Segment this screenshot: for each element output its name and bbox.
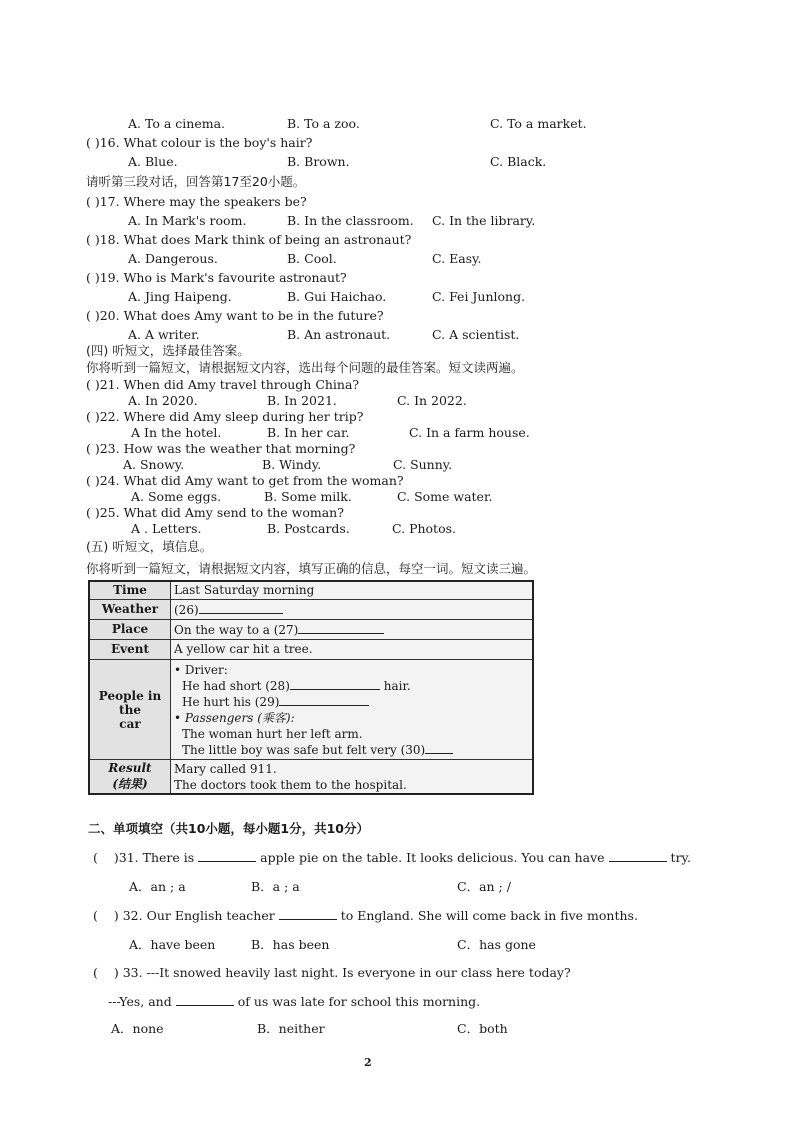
blank-26[interactable]: [199, 602, 283, 614]
table-row-event: [89, 639, 533, 659]
q20-option-a: A. A writer.: [128, 327, 200, 342]
q20-option-b: B. An astronaut.: [287, 327, 391, 342]
table-row-result: [89, 760, 533, 794]
q23-option-b: B. Windy.: [262, 457, 322, 472]
q32-option-b: B．has been: [251, 937, 330, 952]
table-row-time: [89, 581, 533, 599]
q32-option-c: C．has gone: [457, 937, 536, 952]
section5-title: (五) 听短文，填信息。: [86, 539, 213, 554]
part3-instruction: 请听第三段对话，回答第17至20小题。: [86, 174, 306, 189]
page-number: 2: [364, 1056, 372, 1069]
q21-option-a: A. In 2020.: [128, 393, 198, 408]
passenger-line2: The little boy was safe but felt very (30): [182, 742, 426, 757]
q15-option-b: B. To a zoo.: [287, 116, 360, 131]
q33-text-b: ---Yes, and: [108, 994, 172, 1009]
people-label-cell: [89, 659, 171, 759]
driver-line2-row: [174, 694, 529, 710]
result-label-cell: [89, 760, 171, 794]
people-cell: [171, 659, 534, 759]
q25-option-c: C. Photos.: [392, 521, 456, 536]
result-line1: Mary called 911.: [174, 761, 277, 776]
result-line2: The doctors took them to the hospital.: [174, 777, 407, 792]
q24-option-b: B. Some milk.: [264, 489, 352, 504]
q33-blank[interactable]: [176, 994, 234, 1006]
q22-option-a: A In the hotel.: [131, 425, 222, 440]
people-label-line2: car: [119, 716, 141, 731]
blank-28[interactable]: [290, 678, 380, 690]
q32-text-a: ) 32. Our English teacher: [113, 908, 275, 923]
q21-stem: ( )21. When did Amy travel through China?: [86, 377, 360, 392]
q32-option-a: A．have been: [129, 937, 216, 952]
driver-line1-a: He had short (28): [182, 678, 290, 693]
q31-text-c: try.: [670, 850, 691, 865]
blank-27[interactable]: [298, 622, 384, 634]
weather-value: (26): [174, 602, 199, 617]
q32-text-b: to England. She will come back in five months.: [340, 908, 638, 923]
time-label: Time: [89, 581, 171, 599]
q16-stem: ( )16. What colour is the boy's hair?: [86, 135, 313, 150]
q32-blank[interactable]: [279, 908, 337, 920]
driver-line2: He hurt his (29): [182, 694, 280, 709]
place-label: Place: [89, 619, 171, 639]
q25-option-a: A . Letters.: [131, 521, 202, 536]
blank-29[interactable]: [279, 694, 369, 706]
q31-option-c: C．an ; /: [457, 879, 511, 894]
weather-cell: [171, 599, 534, 619]
q24-stem: ( )24. What did Amy want to get from the woman?: [86, 473, 404, 488]
event-label: Event: [89, 639, 171, 659]
q21-option-c: C. In 2022.: [397, 393, 467, 408]
q22-option-c: C. In a farm house.: [409, 425, 530, 440]
q17-option-a: A. In Mark's room.: [128, 213, 247, 228]
q23-stem: ( )23. How was the weather that morning?: [86, 441, 356, 456]
q33-text-a: ) 33. ---It snowed heavily last night. Is everyone in our class here today?: [113, 965, 571, 980]
q33-stem: [93, 964, 571, 982]
q20-option-c: C. A scientist.: [432, 327, 520, 342]
section4-instruction: 你将听到一篇短文，请根据短文内容，选出每个问题的最佳答案。短文读两遍。: [86, 360, 524, 375]
q18-stem: ( )18. What does Mark think of being an astronaut?: [86, 232, 412, 247]
q18-option-c: C. Easy.: [432, 251, 482, 266]
passenger-line2-row: [174, 742, 529, 758]
result-cell: [171, 760, 534, 794]
q32-paren: (: [93, 908, 98, 923]
q23-option-c: C. Sunny.: [393, 457, 453, 472]
q31-option-b: B．a ; a: [251, 879, 300, 894]
q31-blank-2[interactable]: [609, 850, 667, 862]
q33-paren: (: [93, 965, 98, 980]
q19-option-a: A. Jing Haipeng.: [128, 289, 232, 304]
q31-text-a: )31. There is: [113, 850, 195, 865]
q22-stem: ( )22. Where did Amy sleep during her trip?: [86, 409, 364, 424]
q19-option-c: C. Fei Junlong.: [432, 289, 526, 304]
info-table: [88, 580, 534, 795]
q33-text-c: of us was late for school this morning.: [237, 994, 481, 1009]
table-row-place: [89, 619, 533, 639]
q18-option-b: B. Cool.: [287, 251, 337, 266]
q31-option-a: A．an ; a: [129, 879, 186, 894]
q22-option-b: B. In her car.: [267, 425, 350, 440]
q25-stem: ( )25. What did Amy send to the woman?: [86, 505, 344, 520]
passengers-heading: • Passengers (乘客):: [174, 710, 295, 725]
table-row-weather: [89, 599, 533, 619]
q15-option-c: C. To a market.: [490, 116, 587, 131]
q17-option-b: B. In the classroom.: [287, 213, 414, 228]
driver-heading: • Driver:: [174, 662, 228, 677]
place-value: On the way to a (27): [174, 622, 299, 637]
q17-option-c: C. In the library.: [432, 213, 536, 228]
weather-label: Weather: [89, 599, 171, 619]
q31-blank-1[interactable]: [198, 850, 256, 862]
result-label-line1: Result: [108, 761, 152, 776]
people-label-line1: People in the: [98, 688, 162, 717]
q16-option-b: B. Brown.: [287, 154, 350, 169]
driver-line1-b: hair.: [383, 678, 411, 693]
q18-option-a: A. Dangerous.: [128, 251, 218, 266]
q19-option-b: B. Gui Haichao.: [287, 289, 387, 304]
table-row-people: [89, 659, 533, 759]
time-value: Last Saturday morning: [171, 581, 534, 599]
passenger-line1: The woman hurt her left arm.: [182, 726, 363, 741]
q31-stem: [93, 849, 691, 867]
q33-option-a: A．none: [111, 1021, 164, 1036]
place-cell: [171, 619, 534, 639]
event-value: A yellow car hit a tree.: [171, 639, 534, 659]
q19-stem: ( )19. Who is Mark's favourite astronaut?: [86, 270, 347, 285]
q31-paren: (: [93, 850, 98, 865]
section2-title: 二、单项填空（共10小题，每小题1分，共10分）: [88, 821, 369, 836]
q33-option-c: C．both: [457, 1021, 508, 1036]
q15-option-a: A. To a cinema.: [128, 116, 225, 131]
section5-instruction: 你将听到一篇短文，请根据短文内容，填写正确的信息，每空一词。短文读三遍。: [86, 561, 537, 576]
q24-option-c: C. Some water.: [397, 489, 493, 504]
q21-option-b: B. In 2021.: [267, 393, 337, 408]
q33-option-b: B．neither: [257, 1021, 325, 1036]
driver-line1: [174, 678, 529, 694]
q24-option-a: A. Some eggs.: [131, 489, 222, 504]
q33-line2: [108, 993, 480, 1011]
q25-option-b: B. Postcards.: [267, 521, 350, 536]
q16-option-c: C. Black.: [490, 154, 547, 169]
result-label-line2: (结果): [112, 777, 148, 792]
q17-stem: ( )17. Where may the speakers be?: [86, 194, 307, 209]
q32-stem: [93, 907, 638, 925]
q16-option-a: A. Blue.: [128, 154, 178, 169]
q20-stem: ( )20. What does Amy want to be in the future?: [86, 308, 384, 323]
q31-text-b: apple pie on the table. It looks delicious. You can have: [260, 850, 605, 865]
q23-option-a: A. Snowy.: [123, 457, 185, 472]
section4-title: (四) 听短文，选择最佳答案。: [86, 343, 250, 358]
blank-30[interactable]: [425, 742, 453, 754]
